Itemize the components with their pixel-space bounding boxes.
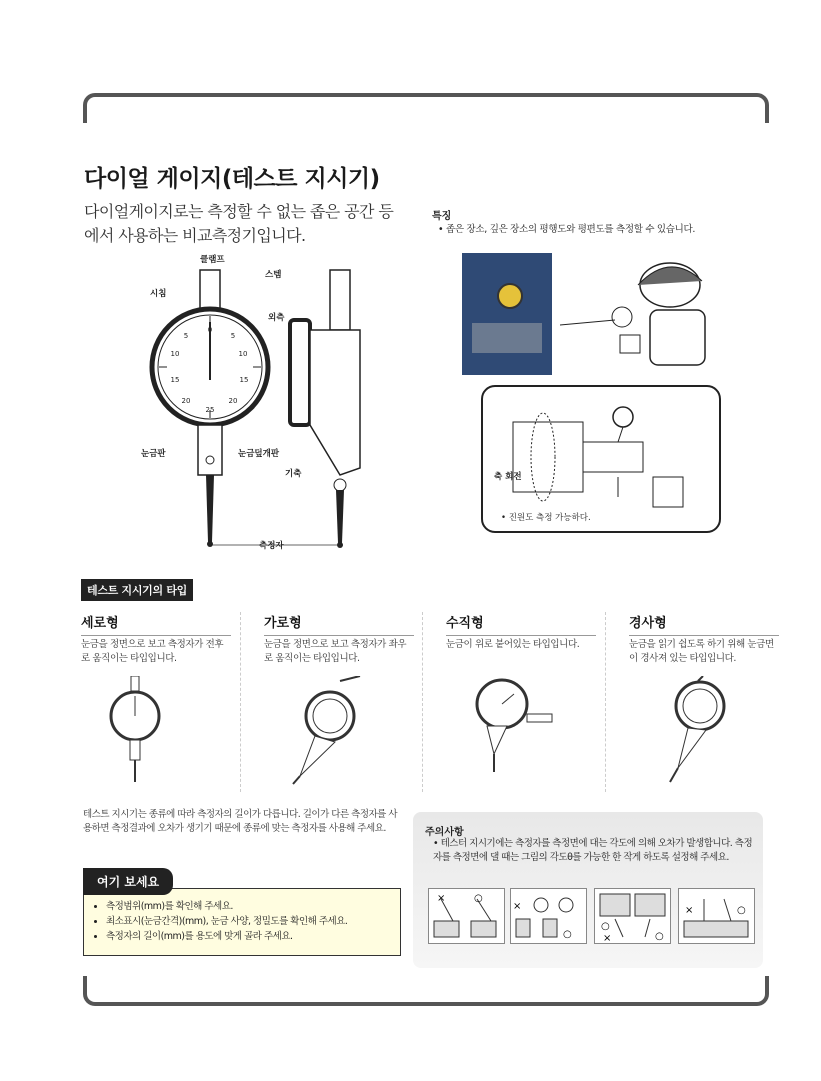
label-runout: • 진원도 측정 가능하다. (501, 513, 591, 523)
horizontal-type-illustration (285, 676, 365, 786)
type-inclined-title: 경사형 (629, 612, 779, 636)
dial-number: 0 (207, 326, 213, 334)
label-body: 기축 (285, 469, 302, 479)
caution-heading: 주의사항 (425, 827, 464, 838)
dial-number: 5 (183, 332, 189, 340)
type-horizontal-title: 가로형 (264, 612, 414, 636)
intro-text: 다이얼게이지로는 측정할 수 없는 좁은 공간 등에서 사용하는 비교측정기입니다. (84, 202, 394, 245)
divider (240, 612, 241, 792)
dial-number: 5 (230, 332, 236, 340)
divider (422, 612, 423, 792)
features-text: • 좁은 장소, 깊은 장소의 평행도와 평편도를 측정할 수 있습니다. (438, 224, 696, 235)
features-heading: 특징 (432, 211, 452, 222)
wrong-mark: × (603, 933, 612, 943)
angle-example (594, 888, 671, 944)
dial-number: 15 (170, 376, 180, 384)
correct-mark: ○ (601, 921, 610, 932)
dial-gauge-diagram (140, 250, 440, 560)
look-item: • 측정범위(mm)를 확인해 주세요. (106, 899, 400, 914)
stylus-length-note: 테스트 지시기는 종류에 따라 측정자의 길이가 다릅니다. 길이가 다른 측정자를 사용하면 측정결과에 오차가 생기기 때문에 종류에 맞는 측정자를 사용해 주세요. (83, 809, 398, 834)
inclined-type-illustration (658, 676, 738, 786)
label-stem: 스템 (265, 270, 282, 280)
label-rotation: 축 회전 (494, 472, 522, 482)
label-needle: 시침 (150, 289, 167, 299)
wrong-mark: × (513, 901, 522, 912)
page-frame-bottom (83, 976, 769, 1006)
angle-example (510, 888, 587, 944)
dial-number: 25 (205, 406, 215, 414)
correct-mark: ○ (563, 929, 572, 940)
look-item: • 측정자의 길이(mm)를 용도에 맞게 골라 주세요. (106, 929, 400, 944)
dial-number: 10 (170, 350, 180, 358)
type-upright-desc: 눈금이 위로 붙어있는 타입입니다. (446, 639, 580, 650)
correct-mark: ○ (655, 931, 664, 942)
page-title: 다이얼 게이지(테스트 지시기) (84, 166, 380, 192)
gauge-photo (462, 253, 552, 375)
dial-number: 20 (228, 397, 238, 405)
label-stylus: 측정자 (259, 541, 284, 551)
label-dial: 눈금판 (141, 449, 166, 459)
angle-example (428, 888, 505, 944)
correct-mark: ○ (737, 905, 746, 916)
look-item: • 최소표시(눈금간격)(mm), 눈금 사양, 정밀도를 확인해 주세요. (106, 914, 400, 929)
dial-number: 15 (239, 376, 249, 384)
dial-number: 20 (181, 397, 191, 405)
type-inclined-desc: 눈금을 읽기 쉽도록 하기 위해 눈금면이 경사져 있는 타입입니다. (629, 639, 774, 664)
caution-text: • 테스터 지시기에는 측정자를 측정면에 대는 각도에 의해 오차가 발생합니다. 측정자를 측정면에 댈 때는 그림의 각도θ를 가능한 한 작게 하도록 설정해 주세요. (433, 838, 753, 863)
vertical-type-illustration (105, 676, 165, 786)
types-section-title: 테스트 지시기의 타입 (81, 579, 193, 601)
label-bezel: 외측 (268, 313, 285, 323)
label-dial-cover: 눈금덮개판 (238, 449, 280, 459)
page-frame-top (83, 93, 769, 123)
label-clamp: 클램프 (200, 255, 225, 265)
upright-type-illustration (472, 676, 562, 776)
divider (605, 612, 606, 792)
worker-illustration (560, 255, 730, 385)
type-horizontal-desc: 눈금을 정면으로 보고 측정자가 좌우로 움직이는 타입입니다. (264, 639, 407, 664)
look-here-tab: 여기 보세요 (83, 868, 173, 895)
wrong-mark: × (685, 905, 694, 916)
dial-number: 10 (238, 350, 248, 358)
type-vertical-desc: 눈금을 정면으로 보고 측정자가 전후로 움직이는 타입입니다. (81, 639, 224, 664)
angle-example (678, 888, 755, 944)
correct-mark: ○ (474, 893, 483, 904)
type-vertical-title: 세로형 (81, 612, 231, 636)
look-here-box (83, 888, 401, 956)
wrong-mark: × (437, 893, 446, 904)
type-upright-title: 수직형 (446, 612, 596, 636)
